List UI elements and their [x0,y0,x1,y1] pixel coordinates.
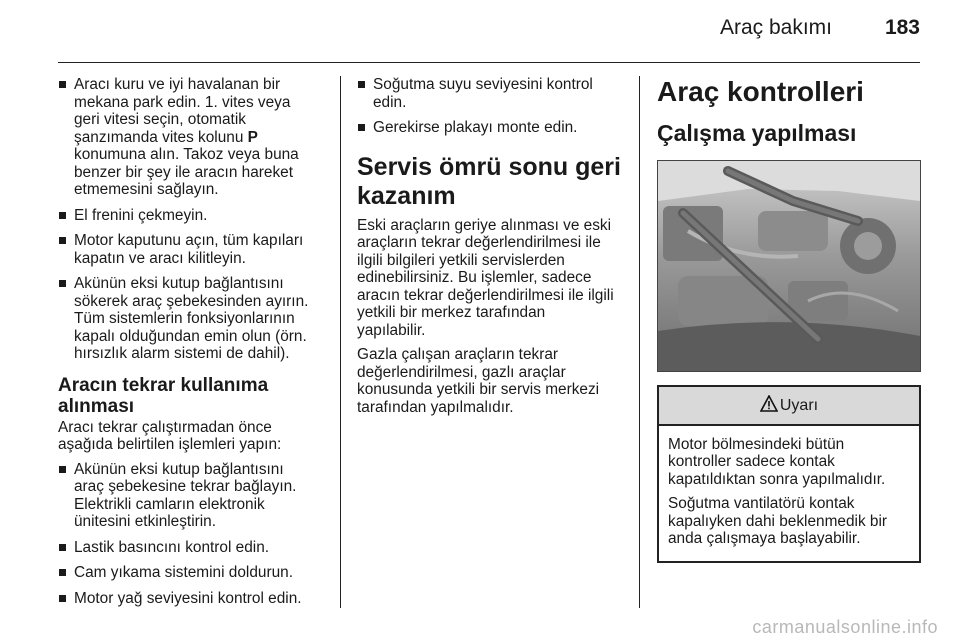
bullet-square-icon [59,544,66,551]
restart-list [58,461,328,608]
warning-icon [760,395,778,413]
list-item: Akünün eksi kutup bağlantısını sökerek araç şebekesinden ayırın. Tüm sistemlerin fonksiyonlarının kapalı olduğundan emin olun (örn. hırsızlık alarm sistemi de dahil). [58,275,328,363]
bullet-square-icon [358,81,365,88]
preparation-list [58,76,328,363]
column-1 [58,76,328,615]
warning-header [659,387,919,426]
bullet-square-icon [59,212,66,219]
paragraph: Gazla çalışan araçların tekrar değerlendirilmesi, gazlı araçlar konusunda yetkili bir servis merkezi tarafından yapılmalıdır. [357,346,600,416]
paragraph: Eski araçların geriye alınması ve eski araçların tekrar değerlendirilmesi ile ilgili bilgileri yetkili servislerden edinebilirsiniz. Bu işlemler, sadece aracın tekrar değerlendirilmesi ile ilgili yetkili bir merkez tarafından yapılabilir. [357,216,614,339]
bullet-square-icon [59,81,66,88]
list-item: Soğutma suyu seviyesini kontrol edin. [357,76,627,111]
section-subheading: Aracın tekrar kullanıma alınması [58,374,269,417]
section-heading: Servis ömrü sonu geri kazanım [357,152,621,210]
bullet-square-icon [59,569,66,576]
page-number: 183 [884,16,920,39]
bullet-square-icon [358,124,365,131]
warning-body [659,426,919,561]
watermark: carmanualsonline.info [752,617,938,637]
engine-bay-photo [657,160,921,372]
warning-title: Uyarı [779,397,819,414]
gear-position-p: P [247,128,258,146]
bullet-square-icon [59,237,66,244]
column-2 [357,76,627,423]
list-item: El frenini çekmeyin. [58,207,328,225]
chapter-title: Araç bakımı [719,16,832,39]
list-item: Akünün eksi kutup bağlantısını araç şebekesine tekrar bağlayın. Elektrikli camların elektronik ünitesini etkinleştirin. [58,461,328,531]
warning-box [657,385,921,563]
list-item: Gerekirse plakayı monte edin. [357,119,627,137]
restart-list-continued [357,76,627,137]
bullet-square-icon [59,280,66,287]
chapter-heading: Araç kontrolleri [657,76,864,107]
bullet-square-icon [59,595,66,602]
column-divider [340,76,341,608]
list-item: Aracı kuru ve iyi havalanan bir mekana park edin. 1. vites veya geri vitesi seçin, otomatik şanzımanda vites kolunu P konumuna alın. Takoz veya buna benzer bir şey ile aracın hareket etmemesini sağlayın. [58,76,328,199]
list-item: Lastik basıncını kontrol edin. [58,539,328,557]
column-divider [639,76,640,608]
section-heading: Çalışma yapılması [657,120,857,146]
list-item: Motor yağ seviyesini kontrol edin. [58,590,328,608]
list-item: Cam yıkama sistemini doldurun. [58,564,328,582]
column-3 [657,76,921,563]
intro-paragraph: Aracı tekrar çalıştırmadan önce aşağıda belirtilen işlemleri yapın: [58,418,282,453]
paragraph: Motor bölmesindeki bütün kontroller sadece kontak kapatıldıktan sonra yapılmalıdır. [668,435,886,488]
header-rule [58,62,920,63]
bullet-square-icon [59,466,66,473]
paragraph: Soğutma vantilatörü kontak kapalıyken dahi beklenmedik bir anda çalışmaya başlayabilir. [668,495,888,547]
list-item: Motor kaputunu açın, tüm kapıları kapatın ve aracı kilitleyin. [58,232,328,267]
